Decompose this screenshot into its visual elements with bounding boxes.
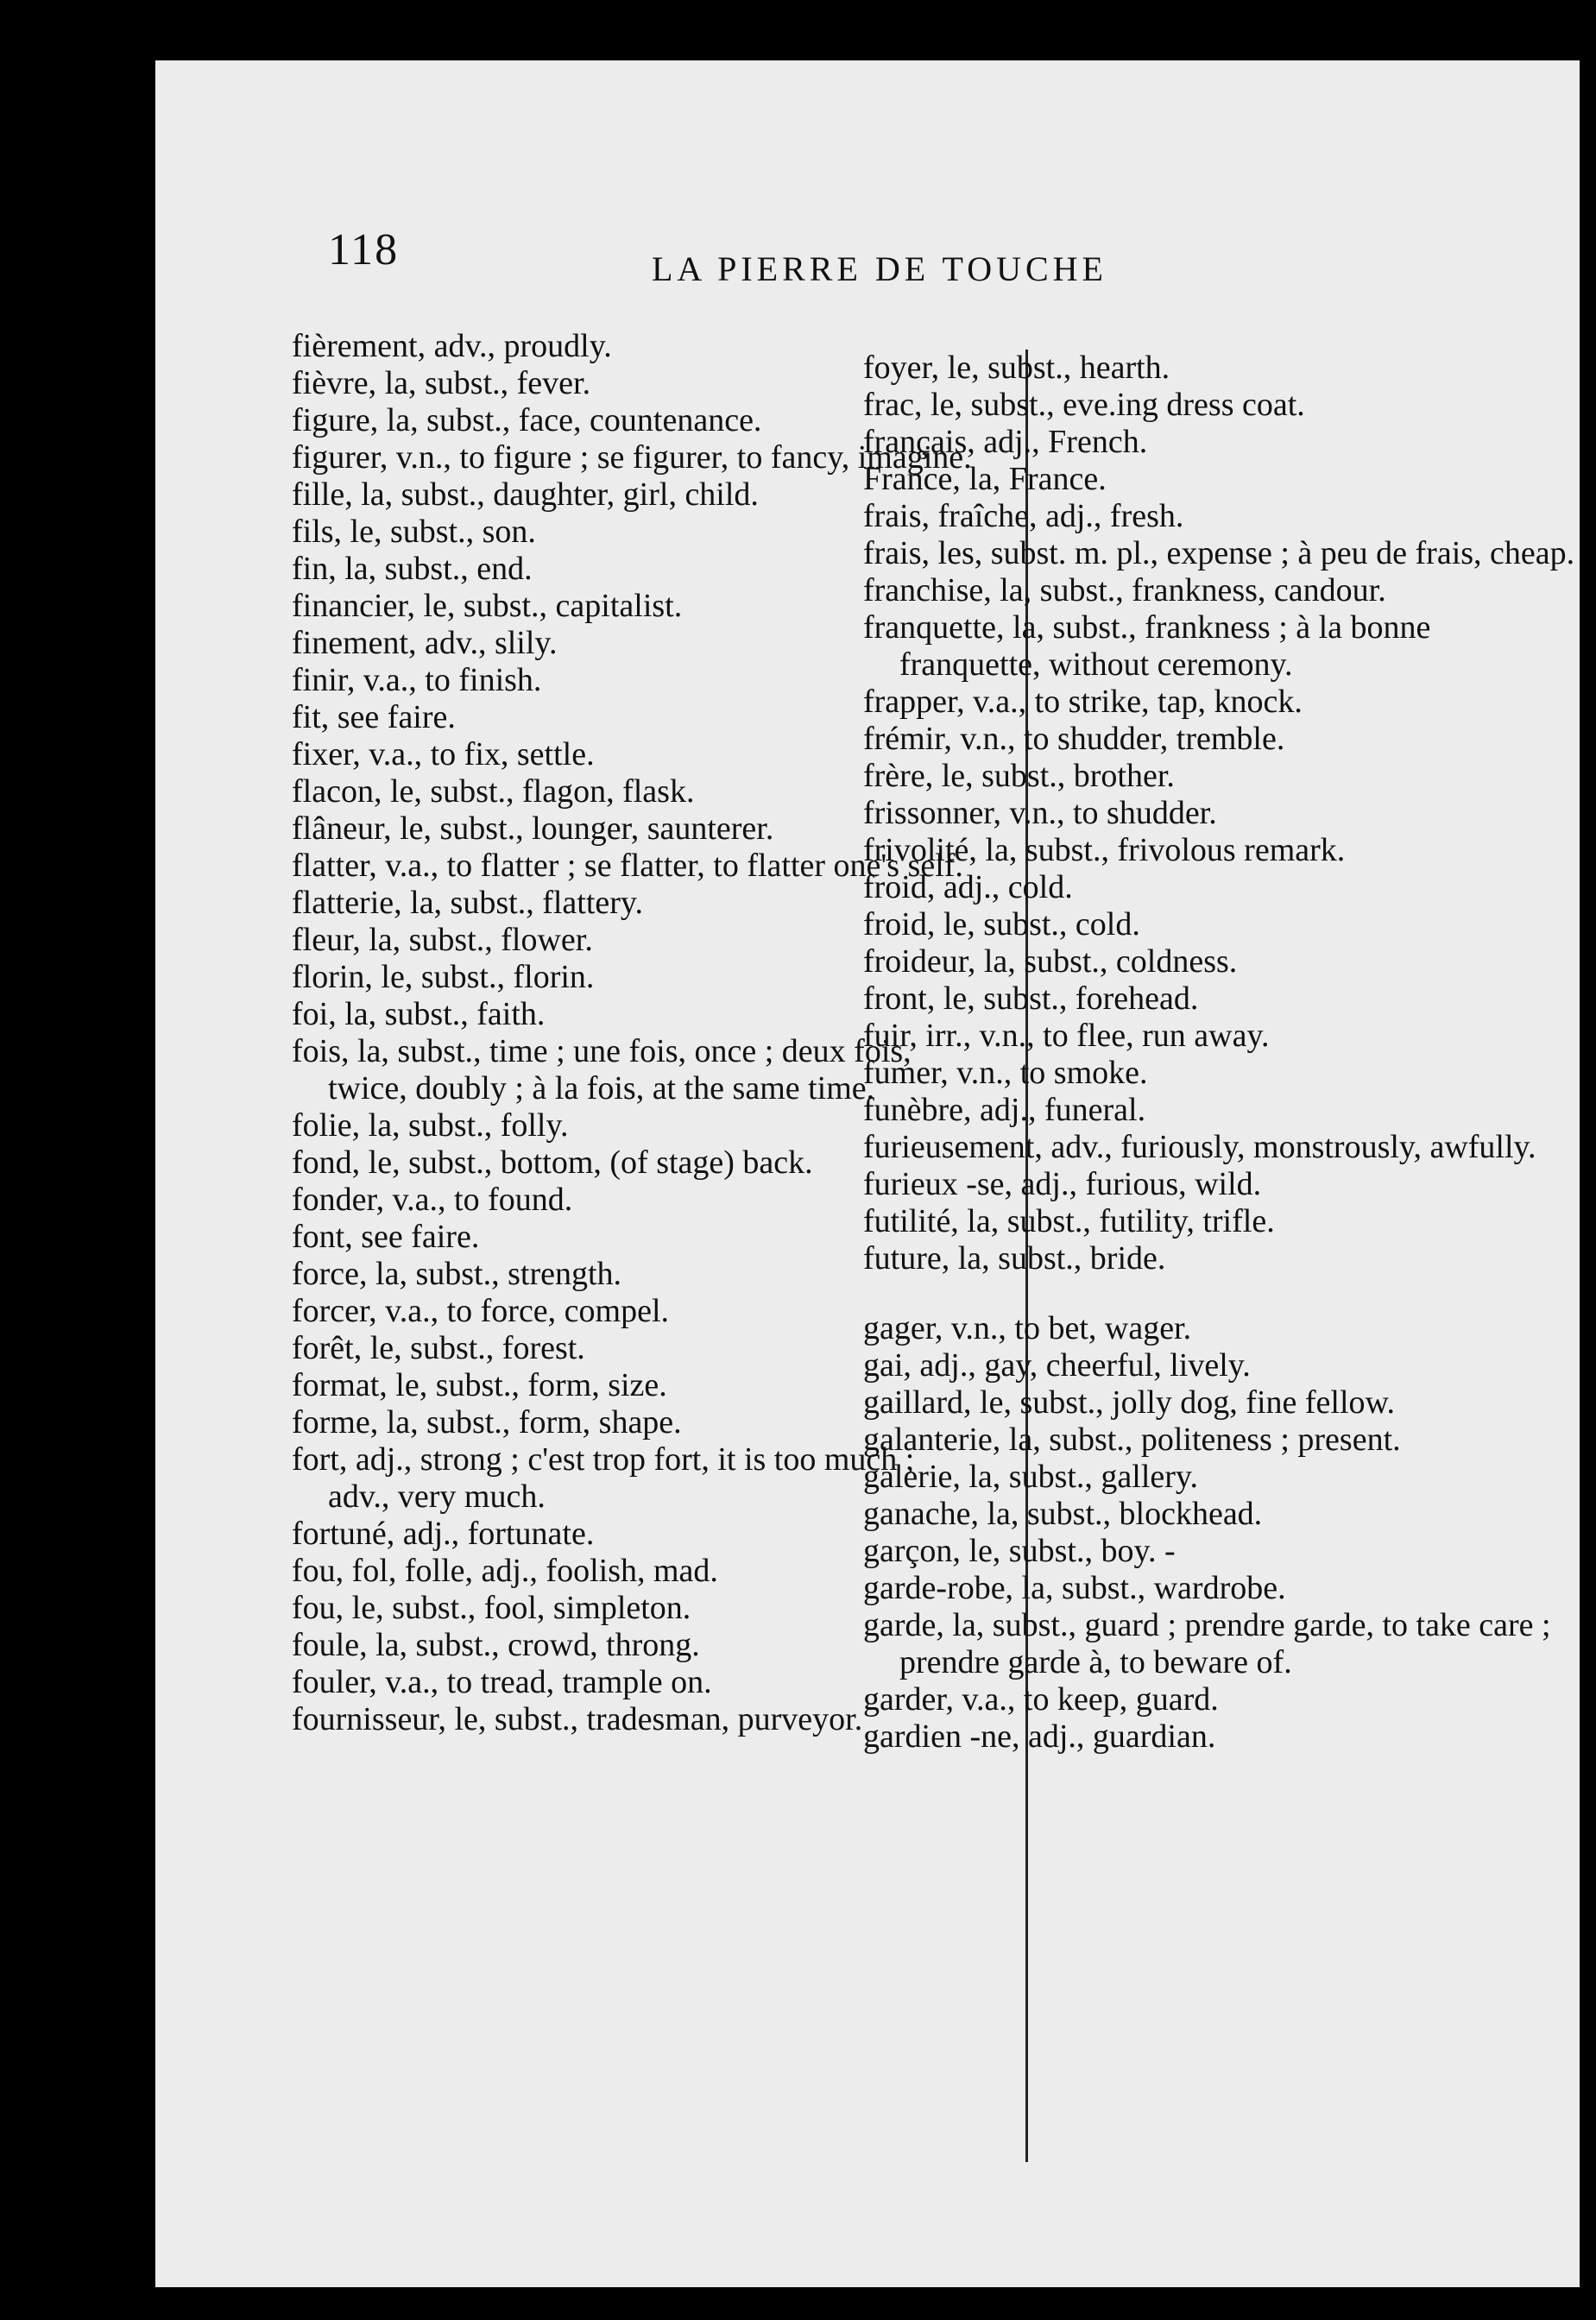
dictionary-entry: garde-robe, la, subst., wardrobe. (863, 1570, 1286, 1606)
dictionary-entry: fin, la, subst., end. (292, 551, 533, 587)
dictionary-entry: France, la, France. (863, 461, 1107, 497)
dictionary-entry: flâneur, le, subst., lounger, saunterer. (292, 810, 774, 847)
dictionary-entry: fortuné, adj., fortunate. (292, 1516, 595, 1552)
dictionary-entry: garder, v.a., to keep, guard. (863, 1681, 1219, 1718)
dictionary-entry: frivolité, la, subst., frivolous remark. (863, 832, 1346, 868)
dictionary-entry: fille, la, subst., daughter, girl, child. (292, 476, 759, 513)
dictionary-entry: frémir, v.n., to shudder, tremble. (863, 721, 1285, 757)
dictionary-entry: frissonner, v.n., to shudder. (863, 795, 1217, 831)
dictionary-entry: garçon, le, subst., boy. - (863, 1533, 1176, 1569)
running-title: LA PIERRE DE TOUCHE (652, 249, 1107, 288)
dictionary-entry: fièvre, la, subst., fever. (292, 365, 591, 401)
dictionary-entry: galanterie, la, subst., politeness ; present. (863, 1422, 1401, 1458)
right-column (863, 350, 1580, 1756)
dictionary-entry: flatterie, la, subst., flattery. (292, 885, 643, 921)
dictionary-entry: franquette, la, subst., frankness ; à la bonne franquette, without ceremony. (863, 609, 1431, 683)
dictionary-entry: froid, le, subst., cold. (863, 906, 1140, 942)
dictionary-entry: furieux -se, adj., furious, wild. (863, 1166, 1262, 1202)
dictionary-entry: gager, v.n., to bet, wager. (863, 1310, 1192, 1346)
dictionary-entry: furieusement, adv., furiously, monstrously, awfully. (863, 1129, 1536, 1165)
book-page (155, 60, 1580, 2287)
dictionary-entry: fièrement, adv., proudly. (292, 328, 612, 364)
dictionary-entry: fonder, v.a., to found. (292, 1182, 573, 1218)
dictionary-entry: fils, le, subst., son. (292, 514, 536, 550)
dictionary-entry: gardien -ne, adj., guardian. (863, 1718, 1216, 1755)
dictionary-entry: folie, la, subst., folly. (292, 1107, 569, 1144)
dictionary-entry: foi, la, subst., faith. (292, 996, 546, 1032)
dictionary-entry: franchise, la, subst., frankness, candour. (863, 572, 1386, 608)
dictionary-entry: fuir, irr., v.n., to flee, run away. (863, 1018, 1270, 1054)
dictionary-entry: fit, see faire. (292, 699, 456, 735)
dictionary-entry: français, adj., French. (863, 424, 1148, 460)
dictionary-entry: froideur, la, subst., coldness. (863, 943, 1238, 980)
dictionary-entry: galerie, la, subst., gallery. (863, 1459, 1198, 1495)
dictionary-entry: fournisseur, le, subst., tradesman, purveyor. (292, 1701, 863, 1737)
dictionary-entry: gai, adj., gay, cheerful, lively. (863, 1347, 1251, 1384)
dictionary-entry: garde, la, subst., guard ; prendre garde, to take care ; prendre garde à, to beware of. (863, 1607, 1551, 1680)
dictionary-entry: foule, la, subst., crowd, throng. (292, 1627, 700, 1663)
dictionary-entry: frère, le, subst., brother. (863, 758, 1175, 794)
dictionary-entry: force, la, subst., strength. (292, 1256, 622, 1292)
dictionary-entry: foyer, le, subst., hearth. (863, 350, 1170, 386)
dictionary-entry: froid, adj., cold. (863, 869, 1073, 905)
dictionary-entry: funèbre, adj., funeral. (863, 1092, 1146, 1128)
dictionary-entry: frais, les, subst. m. pl., expense ; à peu de frais, cheap. (863, 535, 1575, 571)
dictionary-entry: fou, fol, folle, adj., foolish, mad. (292, 1553, 718, 1589)
dictionary-entry: finement, adv., slily. (292, 625, 558, 661)
dictionary-entry: fois, la, subst., time ; une fois, once ; deux fois, twice, doubly ; à la fois, at the same time. (292, 1033, 912, 1106)
dictionary-entry: flacon, le, subst., flagon, flask. (292, 773, 695, 810)
dictionary-entry: format, le, subst., form, size. (292, 1367, 667, 1403)
dictionary-entry: front, le, subst., forehead. (863, 980, 1199, 1017)
page-number: 118 (328, 225, 400, 274)
dictionary-entry: financier, le, subst., capitalist. (292, 588, 683, 624)
dictionary-entry: fond, le, subst., bottom, (of stage) back. (292, 1144, 813, 1181)
dictionary-entry: gaillard, le, subst., jolly dog, fine fellow. (863, 1384, 1395, 1421)
dictionary-entry: fou, le, subst., fool, simpleton. (292, 1590, 691, 1626)
dictionary-entry: future, la, subst., bride. (863, 1240, 1166, 1277)
dictionary-entry: fixer, v.a., to fix, settle. (292, 736, 595, 772)
dictionary-entry: futilité, la, subst., futility, trifle. (863, 1203, 1275, 1239)
dictionary-entry: finir, v.a., to finish. (292, 662, 542, 698)
dictionary-entry: fort, adj., strong ; c'est trop fort, it is too much ; adv., very much. (292, 1441, 915, 1515)
dictionary-entry: font, see faire. (292, 1219, 480, 1255)
dictionary-entry: figurer, v.n., to figure ; se figurer, to fancy, imagine. (292, 439, 972, 476)
dictionary-entry: forme, la, subst., form, shape. (292, 1404, 682, 1441)
dictionary-entry: forêt, le, subst., forest. (292, 1330, 585, 1366)
dictionary-entry: fumer, v.n., to smoke. (863, 1055, 1148, 1091)
dictionary-entry: fouler, v.a., to tread, trample on. (292, 1664, 712, 1700)
dictionary-entry: ganache, la, subst., blockhead. (863, 1496, 1263, 1532)
dictionary-entry: flatter, v.a., to flatter ; se flatter, to flatter one's self. (292, 848, 963, 884)
dictionary-entry: forcer, v.a., to force, compel. (292, 1293, 670, 1329)
dictionary-entry: frac, le, subst., eve.ing dress coat. (863, 387, 1305, 423)
dictionary-entry: frais, fraîche, adj., fresh. (863, 498, 1184, 534)
dictionary-entry: figure, la, subst., face, countenance. (292, 402, 762, 438)
dictionary-entry: florin, le, subst., florin. (292, 959, 595, 995)
page-header (328, 199, 1536, 288)
dictionary-entry: fleur, la, subst., flower. (292, 922, 593, 958)
dictionary-entry: frapper, v.a., to strike, tap, knock. (863, 684, 1303, 720)
